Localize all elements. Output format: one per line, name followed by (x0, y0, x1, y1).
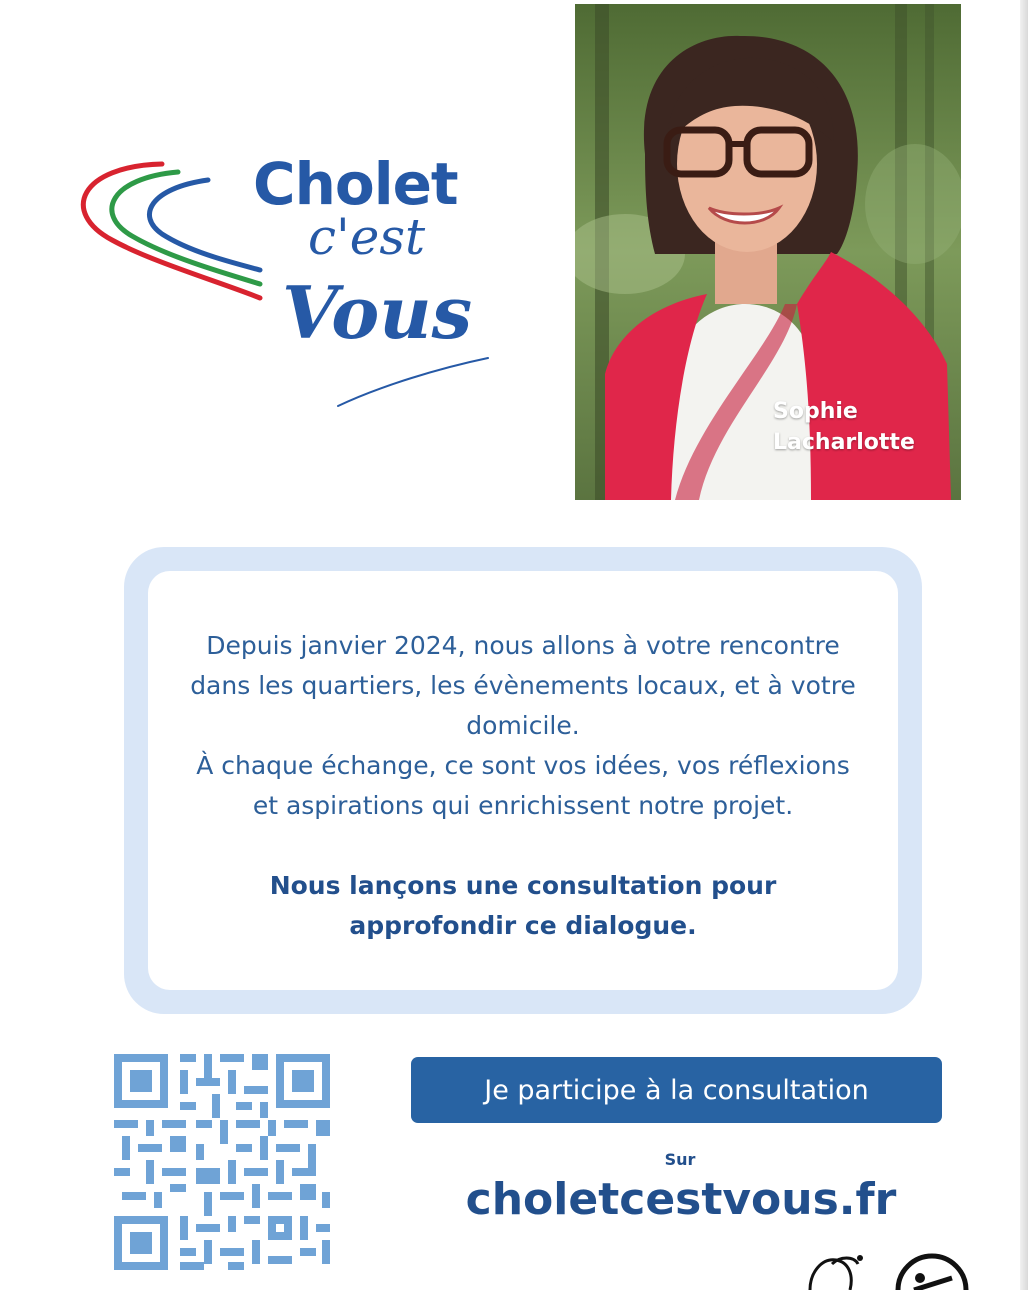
candidate-last-name: Lacharlotte (773, 430, 915, 455)
partner-logos-icon (802, 1252, 982, 1290)
candidate-name (773, 396, 915, 458)
candidate-first-name: Sophie (773, 399, 858, 424)
website-link[interactable]: choletcestvous.fr (465, 1174, 897, 1225)
candidate-photo (575, 4, 961, 500)
campaign-logo (70, 130, 510, 430)
logo-cholet-text: Cholet (253, 150, 458, 218)
logo-vous-text: Vous (282, 270, 473, 355)
message-paragraph-2: À chaque échange, ce sont vos idées, vos réflexions et aspirations qui enrichissent notre projet. (196, 751, 850, 820)
on-label: Sur (664, 1150, 696, 1169)
message-body (188, 626, 858, 946)
page-edge (1020, 0, 1028, 1290)
message-call-to-action: Nous lançons une consultation pour approfondir ce dialogue. (269, 871, 777, 940)
logo-cest-text: c'est (308, 208, 426, 266)
participate-button[interactable]: Je participe à la consultation (411, 1057, 942, 1123)
message-card (148, 571, 898, 990)
message-frame (124, 547, 922, 1014)
qr-code-icon[interactable] (114, 1054, 330, 1270)
message-paragraph-1: Depuis janvier 2024, nous allons à votre rencontre dans les quartiers, les évènements locaux, et à votre domicile. (190, 631, 856, 740)
